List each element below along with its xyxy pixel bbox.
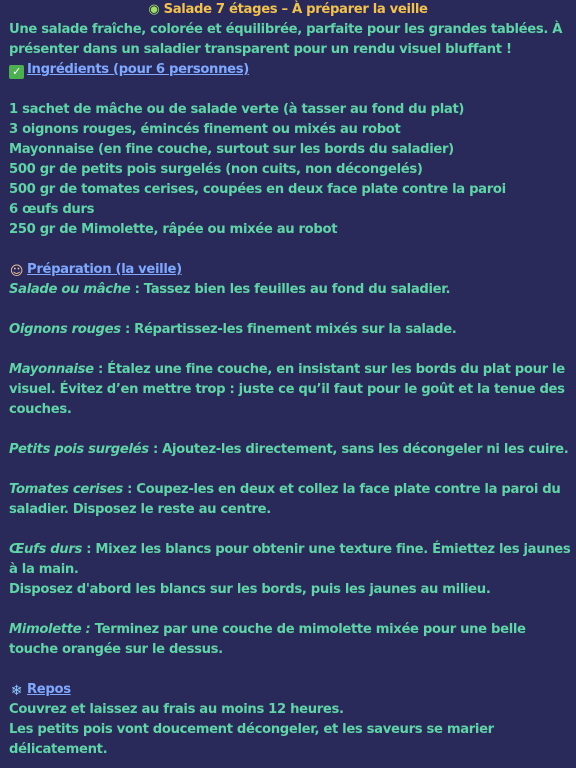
intro-line: présenter dans un saladier transparent pour un rendu visuel bluffant !	[9, 42, 512, 57]
step-name: Mayonnaise	[9, 362, 94, 377]
ingredients-list	[9, 100, 567, 240]
step-mayonnaise	[9, 360, 567, 420]
spacer	[9, 600, 567, 620]
ingredients-heading	[9, 60, 567, 80]
step-tomates	[9, 480, 567, 520]
step-name: Tomates cerises	[9, 482, 123, 497]
repos-heading-text: Repos	[27, 682, 71, 697]
repos-text: délicatement.	[9, 742, 108, 757]
step-salade	[9, 280, 567, 300]
step-name: Oignons rouges	[9, 322, 121, 337]
snowflake-icon: ❄	[10, 683, 23, 699]
step-text: : Étalez une fine couche, en insistant sur les bords du plat pour le	[93, 362, 565, 377]
spacer	[9, 420, 567, 440]
step-text: visuel. Évitez d’en mettre trop : juste ce qu’il faut pour le goût et la tenue des	[9, 382, 565, 397]
recipe-title	[9, 0, 567, 20]
cook-icon: ☺	[9, 264, 24, 279]
step-name: Petits pois surgelés	[9, 442, 149, 457]
step-mimolette	[9, 620, 567, 660]
step-text: : Répartissez-les finement mixés sur la salade.	[120, 322, 457, 337]
spacer	[9, 660, 567, 680]
ingredient-item: 1 sachet de mâche ou de salade verte (à tasser au fond du plat)	[9, 102, 465, 117]
spacer	[9, 240, 567, 260]
salad-bowl-icon: ◉	[148, 2, 160, 17]
spacer	[9, 80, 567, 100]
step-text: saladier. Disposez le reste au centre.	[9, 502, 271, 517]
ingredient-item: 250 gr de Mimolette, râpée ou mixée au robot	[9, 222, 338, 237]
preparation-heading-text: Préparation (la veille)	[27, 262, 182, 277]
step-text: Disposez d'abord les blancs sur les bords, puis les jaunes au milieu.	[9, 582, 491, 597]
step-text: : Ajoutez-les directement, sans les décongeler ni les cuire.	[148, 442, 569, 457]
spacer	[9, 340, 567, 360]
ingredient-item: 500 gr de petits pois surgelés (non cuits, non décongelés)	[9, 162, 423, 177]
repos-heading	[9, 680, 567, 700]
step-name: Salade ou mâche	[9, 282, 131, 297]
ingredient-item: 6 œufs durs	[9, 202, 95, 217]
intro-line: Une salade fraîche, colorée et équilibrée, parfaite pour les grandes tablées. À	[9, 22, 563, 37]
step-oignons	[9, 320, 567, 340]
preparation-heading	[9, 260, 567, 280]
step-text: à la main.	[9, 562, 79, 577]
spacer	[9, 460, 567, 480]
step-petits-pois	[9, 440, 567, 460]
recipe-title-text: Salade 7 étages – À préparer la veille	[163, 2, 428, 17]
step-text: touche orangée sur le dessus.	[9, 642, 223, 657]
check-mark-icon: ✓	[9, 65, 24, 79]
step-text: Terminez par une couche de mimolette mixée pour une belle	[90, 622, 526, 637]
repos-text: Les petits pois vont doucement décongeler, et les saveurs se marier	[9, 722, 494, 737]
step-text: : Coupez-les en deux et collez la face plate contre la paroi du	[122, 482, 561, 497]
spacer	[9, 520, 567, 540]
spacer	[9, 300, 567, 320]
step-name: Mimolette :	[9, 622, 91, 637]
step-text: : Mixez les blancs pour obtenir une texture fine. Émiettez les jaunes	[82, 542, 571, 557]
ingredient-item: 3 oignons rouges, émincés finement ou mixés au robot	[9, 122, 401, 137]
step-name: Œufs durs	[9, 542, 82, 557]
ingredient-item: 500 gr de tomates cerises, coupées en deux face plate contre la paroi	[9, 182, 506, 197]
ingredient-item: Mayonnaise (en fine couche, surtout sur les bords du saladier)	[9, 142, 454, 157]
step-oeufs	[9, 540, 571, 600]
repos-text: Couvrez et laissez au frais au moins 12 heures.	[9, 702, 344, 717]
step-text: : Tassez bien les feuilles au fond du saladier.	[130, 282, 451, 297]
step-text: couches.	[9, 402, 72, 417]
ingredients-heading-text: Ingrédients (pour 6 personnes)	[27, 62, 249, 77]
